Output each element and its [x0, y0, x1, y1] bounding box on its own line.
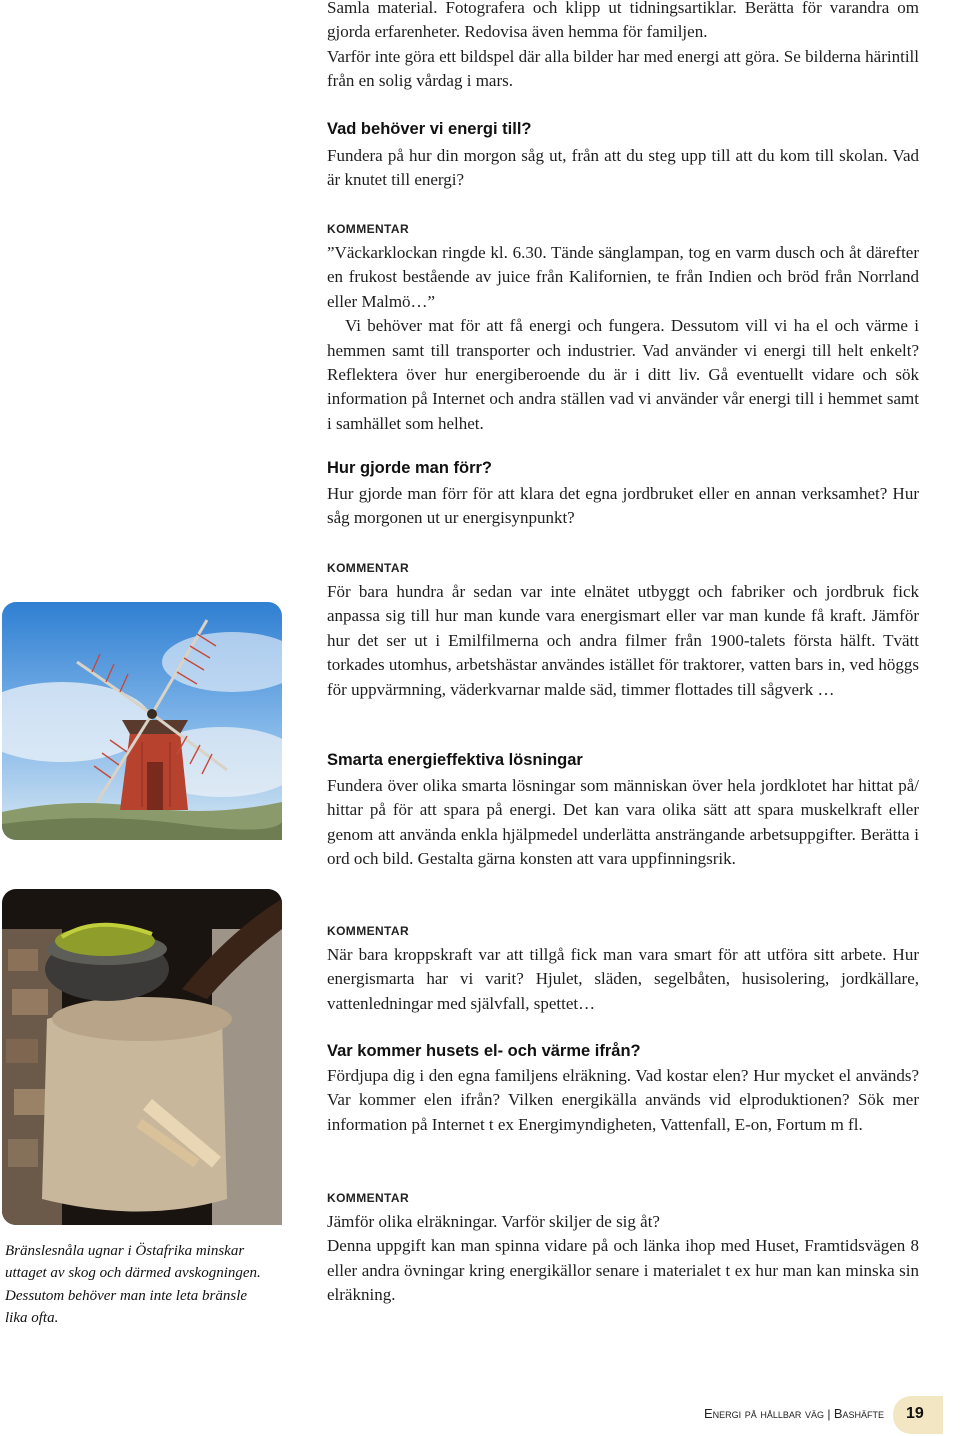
heading-smart-solutions: Smarta energieffektiva lösningar: [327, 751, 583, 769]
comment-label-4: KOMMENTAR: [327, 1191, 410, 1205]
section-3-comment: [327, 943, 919, 1016]
footer-title: Energi på hållbar väg: [704, 1406, 825, 1421]
stove-photo: [2, 889, 282, 1225]
section-4-paragraph: Fördjupa dig i den egna familjens elräkning. Vad kostar elen? Hur mycket el används? Var kommer elen ifrån? Vilken energikälla används vid elproduktionen? Sök mer information på Internet t ex Energimyndigheten, Vattenfall, E-on, Fortum m fl.: [327, 1066, 919, 1134]
comment-4-paragraph: Denna uppgift kan man spinna vidare på och länka ihop med Huset, Framtidsvägen 8 eller andra övningar kring energikällor senare i materialet t ex hur man kan minska sin elräkning.: [327, 1236, 919, 1305]
comment-4-line-1: Jämför olika elräkningar. Varför skiljer de sig åt?: [327, 1212, 660, 1231]
comment-3-paragraph: När bara kroppskraft var att tillgå fick man vara smart för att utföra sitt arbete. Hur energismarta har vi varit? Hjulet, släden, segelbåten, husisolering, jordkällare, vattenledningar med självfall, spettet…: [327, 945, 919, 1013]
footer-subtitle: Bashäfte: [833, 1406, 885, 1421]
page-number: 19: [906, 1405, 924, 1422]
intro-block: [327, 0, 919, 94]
section-1-text: [327, 144, 919, 193]
intro-paragraph-2: Varför inte göra ett bildspel där alla bilder har med energi att göra. Se bilderna härintill från en solig vårdag i mars.: [327, 46, 919, 91]
section-3-paragraph: Fundera över olika smarta lösningar som människan över hela jordklotet har hittat på/ hittar på för att spara på energi. Det kan vara olika sätt att spara muskelkraft eller genom att använda enkla hjälpmedel underlätta ansträngande arbetsuppgifter. Berätta i ord och bild. Gestalta gärna konsten att vara uppfinningsrik.: [327, 776, 919, 869]
section-1-comment: [327, 241, 919, 436]
section-4-text: [327, 1064, 919, 1137]
comment-1-quote: ”Väckarklockan ringde kl. 6.30. Tände sänglampan, tog en varm dusch och åt därefter en frukost bestående av juice från Kalifornien, te från Indien och bröd från Norrland eller Malmö…”: [327, 243, 919, 311]
comment-1-paragraph: Vi behöver mat för att få energi och fungera. Dessutom vill vi ha el och värme i hemmen samt till transporter och industrier. Vad använder vi energi till helt enkelt? Reflektera över hur energiberoende du är i ditt liv. Gå eventuellt vidare och sök information på Internet och andra ställen vad vi använder vår energi till i hemmet samt i samhället som helhet.: [327, 316, 919, 433]
windmill-photo: [2, 602, 282, 840]
heading-house-power: Var kommer husets el- och värme ifrån?: [327, 1042, 641, 1060]
comment-label-3: KOMMENTAR: [327, 924, 410, 938]
section-2-comment: [327, 580, 919, 702]
section-2-text: [327, 482, 919, 531]
heading-energy-needs: Vad behöver vi energi till?: [327, 120, 532, 138]
section-1-paragraph: Fundera på hur din morgon såg ut, från att du steg upp till att du kom till skolan. Vad är knutet till energi?: [327, 146, 919, 190]
heading-how-before: Hur gjorde man förr?: [327, 459, 493, 477]
page-footer: [704, 1406, 884, 1421]
section-4-comment: [327, 1210, 919, 1308]
comment-label-1: KOMMENTAR: [327, 222, 410, 236]
footer-divider: |: [827, 1407, 834, 1421]
section-3-text: [327, 774, 919, 872]
section-2-paragraph: Hur gjorde man förr för att klara det egna jordbruket eller en annan verksamhet? Hur såg morgonen ut ur energisynpunkt?: [327, 484, 919, 528]
comment-label-2: KOMMENTAR: [327, 561, 410, 575]
photo-caption: Bränslesnåla ugnar i Östafrika minskar uttaget av skog och därmed avskogningen. Dessutom behöver man inte leta bränsle lika ofta.: [5, 1243, 261, 1326]
intro-paragraph-1: Samla material. Fotografera och klipp ut tidningsartiklar. Berätta för varandra om gjorda erfarenheter. Redovisa även hemma för familjen.: [327, 0, 919, 42]
comment-2-paragraph: För bara hundra år sedan var inte elnätet utbyggt och fabriker och jordbruk fick anpassa sig till hur man kunde vara energismart eller var man kunde få kraft. Jämför hur det ser ut i Emilfilmerna och andra filmer från 1900-talets första hälft. Tvätt torkades utomhus, arbetshästar användes istället för traktorer, vatten bars in, ved höggs för uppvärmning, väderkvarnar malde säd, timmer flottades till sågverk …: [327, 582, 919, 699]
